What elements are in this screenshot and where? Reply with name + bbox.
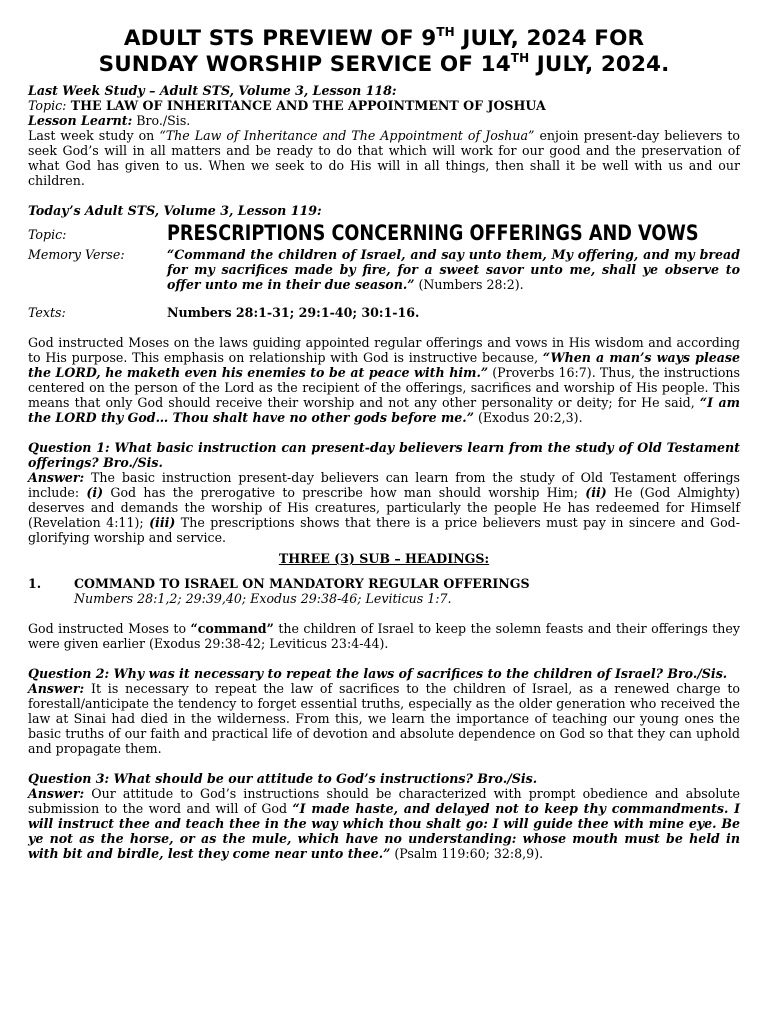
summary-quote: “The Law of Inheritance and The Appointment of Joshua”: [159, 128, 535, 143]
title-line1-b: JULY, 2024 FOR: [454, 26, 645, 51]
answer-1: [28, 470, 740, 545]
section-1-refs: Numbers 28:1,2; 29:39,40; Exodus 29:38-46; Leviticus 1:7.: [74, 591, 452, 606]
title-line2-a: SUNDAY WORSHIP SERVICE OF 14: [98, 52, 511, 77]
summary-text-a: Last week study on: [28, 128, 160, 143]
today-heading: Today’s Adult STS, Volume 3, Lesson 119:: [28, 203, 322, 218]
last-week-topic-label: Topic:: [28, 98, 67, 113]
section-1-para-c: the children of Israel to keep the solemn feasts and their offerings they were given earlier (Exodus 29:38-42; Leviticus 23:4-44).: [28, 621, 740, 651]
answer-1-d: The prescriptions shows that there is a price believers must pay in sincere and God-glorifying worship and service.: [28, 515, 740, 545]
memory-verse-ref: (Numbers 28:2).: [414, 277, 524, 292]
page-title: [28, 26, 740, 78]
question-3: Question 3: What should be our attitude to God’s instructions? Bro./Sis.: [28, 771, 538, 786]
answer-2-label: Answer:: [28, 681, 85, 696]
intro-paragraph: [28, 335, 740, 425]
answer-1-marker-iii: (iii): [149, 515, 176, 530]
title-line1-sup: TH: [436, 25, 455, 39]
section-1-heading-row: [28, 576, 740, 606]
answer-3-ref: (Psalm 119:60; 32:8,9).: [390, 846, 544, 861]
question-2: Question 2: Why was it necessary to repeat the laws of sacrifices to the children of Israel? Bro./Sis.: [28, 666, 728, 681]
answer-1-b: God has the prerogative to prescribe how man should worship Him;: [103, 485, 586, 500]
intro-e: (Exodus 20:2,3).: [473, 410, 583, 425]
section-1-number: 1.: [28, 576, 42, 591]
answer-2-text: It is necessary to repeat the law of sacrifices to the children of Israel, as a renewed charge to forestall/anticipate the tendency to forget essential truths, especially as the older generation who received the law at Sinai had died in the wilderness. From this, we learn the importance of teaching our young ones the basic truths of our faith and practical life of devotion and absolute dependence on God so that they can uphold and propagate them.: [28, 681, 740, 756]
answer-3-a: Our attitude to God’s instructions should be characterized with prompt obedience and absolute submission to the word and will of God: [28, 786, 740, 816]
memory-verse: [167, 247, 740, 292]
last-week-summary: [28, 128, 740, 188]
answer-1-a: The basic instruction present-day believers can learn from the study of Old Testament offerings include:: [28, 470, 740, 500]
answer-1-c: He (God Almighty) deserves and demands the worship of His creatures, particularly the people He has redeemed for Himself (Revelation 4:11);: [28, 485, 741, 530]
intro-quote-1: “When a man’s ways please the LORD, he maketh even his enemies to be at peace with him.”: [28, 350, 741, 380]
today-topic: PRESCRIPTIONS CONCERNING OFFERINGS AND VOWS: [167, 221, 699, 245]
title-line1-a: ADULT STS PREVIEW OF 9: [123, 26, 437, 51]
last-week-heading: Last Week Study – Adult STS, Volume 3, Lesson 118:: [28, 83, 397, 98]
texts-label: Texts:: [28, 305, 66, 320]
texts-row: [28, 305, 740, 320]
question-1: Question 1: What basic instruction can present-day believers learn from the study of Old Testament offerings? Bro./Sis.: [28, 440, 740, 470]
memory-verse-label: Memory Verse:: [28, 247, 125, 262]
summary-text-b: enjoin present-day believers to seek God’s will in all matters and be ready to do that which will work for our good and the preservation of what God has given to us. When we seek to do His will in all things, then shall it be well with us and our children.: [28, 128, 741, 188]
section-1-heading-block: [74, 576, 530, 606]
section-1-command: “command”: [190, 621, 274, 636]
texts-value: Numbers 28:1-31; 29:1-40; 30:1-16.: [167, 305, 420, 320]
section-1-para-a: God instructed Moses to: [28, 621, 191, 636]
last-week-topic-text: THE LAW OF INHERITANCE AND THE APPOINTMENT OF JOSHUA: [66, 98, 546, 113]
section-1-heading: COMMAND TO ISRAEL ON MANDATORY REGULAR OFFERINGS: [74, 576, 530, 591]
subheadings-title: THREE (3) SUB – HEADINGS:: [278, 551, 490, 566]
today-topic-label: Topic:: [28, 227, 67, 242]
memory-verse-text: “Command the children of Israel, and say unto them, My offering, and my bread for my sacrifices made by fire, for a sweet savor unto me, shall ye observe to offer unto me in their due season.”: [167, 247, 740, 292]
title-line2-sup: TH: [510, 51, 530, 65]
today-topic-row: [28, 220, 740, 247]
answer-1-label: Answer:: [28, 470, 85, 485]
answer-1-marker-ii: (ii): [585, 485, 607, 500]
lesson-learnt: [28, 113, 740, 128]
answer-1-marker-i: (i): [86, 485, 104, 500]
section-1-paragraph: [28, 621, 740, 651]
memory-verse-row: [28, 247, 740, 292]
last-week-topic: [28, 98, 740, 113]
intro-a: God instructed Moses on the laws guiding appointed regular offerings and vows in His wisdom and according to His purpose. This emphasis on relationship with God is instructive because,: [28, 335, 740, 365]
intro-c: (Proverbs 16:7). Thus, the instructions centered on the person of the Lord as the recipient of the offerings, sacrifices and worship of His people. This means that only God should receive their worship and not any other personality or deity; for He said,: [28, 365, 740, 410]
lesson-learnt-label: Lesson Learnt:: [28, 113, 133, 128]
lesson-learnt-value: Bro./Sis.: [132, 113, 191, 128]
intro-quote-2: “I am the LORD thy God… Thou shalt have no other gods before me.”: [28, 395, 740, 425]
answer-3-quote: “I made haste, and delayed not to keep thy commandments. I will instruct thee and teach thee in the way which thou shalt go: I will guide thee with mine eye. Be ye not as the horse, or as the mule, which have no understanding: whose mouth must be held in with bit and birdle, lest they come near unto thee.”: [28, 801, 740, 861]
title-line2-b: JULY, 2024.: [529, 52, 670, 77]
answer-3-label: Answer:: [28, 786, 85, 801]
answer-2: [28, 681, 740, 756]
answer-3: [28, 786, 740, 861]
